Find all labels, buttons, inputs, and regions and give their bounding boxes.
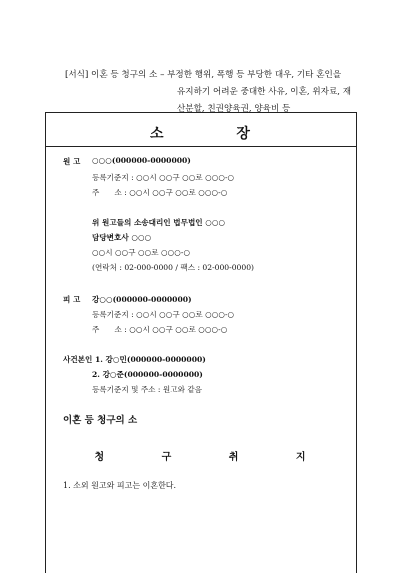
plaintiff-label: 원 고 (63, 157, 81, 166)
plaintiff-agent: 위 원고들의 소송대리인 법무법인 ○○○ (92, 218, 226, 227)
plaintiff-agent-contact: (연락처 : 02-000-0000 / 팩스 : 02-000-0000) (92, 263, 254, 272)
principal-1: 사건본인 1. 강○민(000000-0000000) (63, 355, 206, 364)
title-divider (45, 146, 357, 147)
principal-2: 2. 강○준(000000-0000000) (92, 370, 203, 379)
principal-registry-address: 등록기준지 및 주소 : 원고와 같음 (92, 385, 202, 394)
claim-item-1: 1. 소외 원고와 피고는 이혼한다. (63, 481, 177, 490)
plaintiff-registry-address: 등록기준지 : ○○시 ○○구 ○○로 ○○○-○ (92, 173, 235, 182)
defendant-name: 강○○(000000-0000000) (92, 295, 192, 304)
plaintiff-agent-address: ○○시 ○○구 ○○로 ○○○-○ (92, 248, 191, 257)
form-header-line-1: [서식] 이혼 등 청구의 소 – 부정한 행위, 폭행 등 부당한 대우, 기타 혼인을 (65, 70, 342, 80)
plaintiff-address: 주 소 : ○○시 ○○구 ○○로 ○○○-○ (92, 188, 228, 197)
plaintiff-name: ○○○(000000-0000000) (92, 156, 191, 165)
case-title: 이혼 등 청구의 소 (63, 415, 138, 426)
defendant-label: 피 고 (63, 295, 81, 304)
defendant-registry-address: 등록기준지 : ○○시 ○○구 ○○로 ○○○-○ (92, 310, 235, 319)
form-header-line-3: 산분할, 친권양육권, 양육비 등 (177, 104, 291, 114)
form-header-line-2: 유지하기 어려운 중대한 사유, 이혼, 위자료, 재 (177, 87, 352, 97)
form-header (65, 67, 360, 118)
claim-heading: 청 구 취 지 (94, 452, 333, 463)
defendant-address: 주 소 : ○○시 ○○구 ○○로 ○○○-○ (92, 325, 228, 334)
plaintiff-lawyer: 담당변호사 ○○○ (92, 233, 152, 242)
document-title: 소 장 (150, 126, 284, 142)
